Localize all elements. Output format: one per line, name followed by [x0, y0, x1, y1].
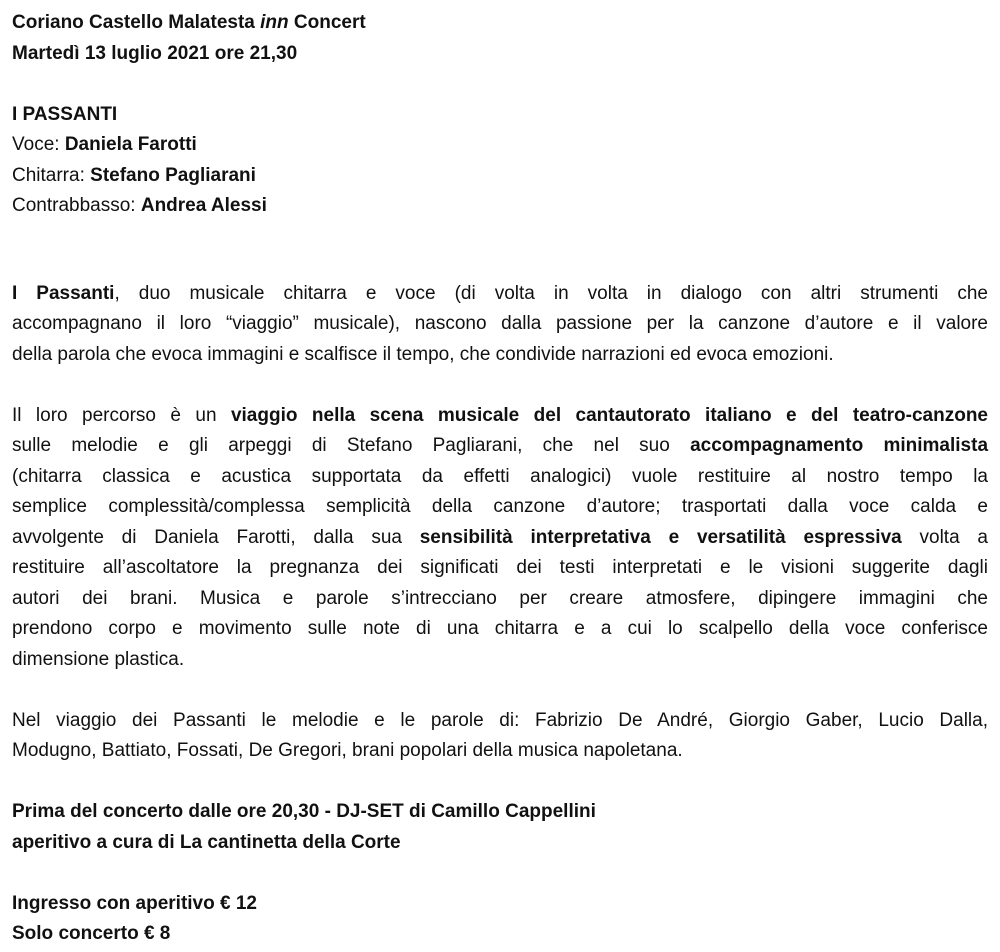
paragraph-line [12, 431, 988, 462]
ticket-price-aperitivo: Ingresso con aperitivo € 12 [12, 892, 257, 914]
paragraph-line: semplice complessità/complessa semplicità della canzone d’autore; trasportati dalla voce calda e [12, 496, 988, 517]
member-guitar [12, 161, 988, 192]
text-run: , duo musicale chitarra e voce (di volta in volta in dialogo con altri strumenti che [114, 282, 988, 304]
bold-phrase: I Passanti [12, 282, 115, 304]
member-voice [12, 130, 988, 161]
member-bass [12, 191, 988, 222]
member-name: Stefano Pagliarani [90, 164, 256, 186]
paragraph-line: prendono corpo e movimento sulle note di una chitarra e a cui lo scalpello della voce conferisce [12, 618, 988, 639]
paragraph-intro [12, 279, 988, 371]
text-run: Il loro percorso è un [12, 404, 231, 426]
text-run: avvolgente di Daniela Farotti, dalla sua [12, 526, 420, 548]
spacer [12, 858, 988, 889]
paragraph-line [12, 401, 988, 432]
spacer [12, 675, 988, 706]
aperitivo-info: aperitivo a cura di La cantinetta della Corte [12, 831, 401, 853]
ticket-price-concert: Solo concerto € 8 [12, 923, 171, 944]
text-run: volta a [901, 526, 988, 548]
preconcert-info: Prima del concerto dalle ore 20,30 - DJ-SET di Camillo Cappellini [12, 801, 596, 822]
paragraph-line: accompagnano il loro “viaggio” musicale), nascono dalla passione per la canzone d’autore e il valore [12, 313, 988, 334]
spacer [12, 69, 988, 100]
paragraph-repertoire [12, 706, 988, 767]
bold-phrase: sensibilità interpretativa e versatilità espressiva [419, 526, 902, 548]
paragraph-line: della parola che evoca immagini e scalfisce il tempo, che condivide narrazioni ed evoca emozioni. [12, 343, 834, 365]
paragraph-line: autori dei brani. Musica e parole s’intrecciano per creare atmosfere, dipingere immagini che [12, 587, 988, 609]
event-title-italic: inn [260, 12, 289, 33]
paragraph-line: Modugno, Battiato, Fossati, De Gregori, brani popolari della musica napoletana. [12, 740, 683, 761]
member-role: Voce: [12, 134, 65, 155]
document-page [12, 8, 988, 950]
paragraph-line: Nel viaggio dei Passanti le melodie e le parole di: Fabrizio De André, Giorgio Gaber, Lucio Dalla, [12, 709, 988, 731]
event-date: Martedì 13 luglio 2021 ore 21,30 [12, 42, 298, 64]
spacer [12, 767, 988, 798]
member-role: Contrabbasso: [12, 195, 141, 216]
member-name: Daniela Farotti [64, 134, 197, 155]
band-name: I PASSANTI [12, 103, 118, 125]
event-title-part1: Coriano Castello Malatesta [12, 12, 261, 33]
text-run: sulle melodie e gli arpeggi di Stefano Pagliarani, che nel suo [12, 435, 691, 456]
bold-phrase: viaggio nella scena musicale del cantautorato italiano e del teatro-canzone [230, 404, 988, 426]
bold-phrase: accompagnamento minimalista [690, 435, 989, 456]
spacer [12, 370, 988, 401]
member-role: Chitarra: [12, 164, 91, 186]
paragraph-line: (chitarra classica e acustica supportata da effetti analogici) vuole restituire al nostro tempo la [12, 465, 988, 487]
paragraph-line [12, 279, 988, 310]
event-title [12, 8, 988, 39]
member-name: Andrea Alessi [140, 195, 267, 216]
event-title-part2: Concert [288, 12, 366, 33]
spacer [12, 222, 988, 279]
paragraph-line [12, 523, 988, 554]
paragraph-line: dimensione plastica. [12, 648, 185, 670]
paragraph-journey [12, 401, 988, 676]
paragraph-line: restituire all’ascoltatore la pregnanza dei significati dei testi interpretati e le visioni suggerite dagli [12, 557, 988, 578]
